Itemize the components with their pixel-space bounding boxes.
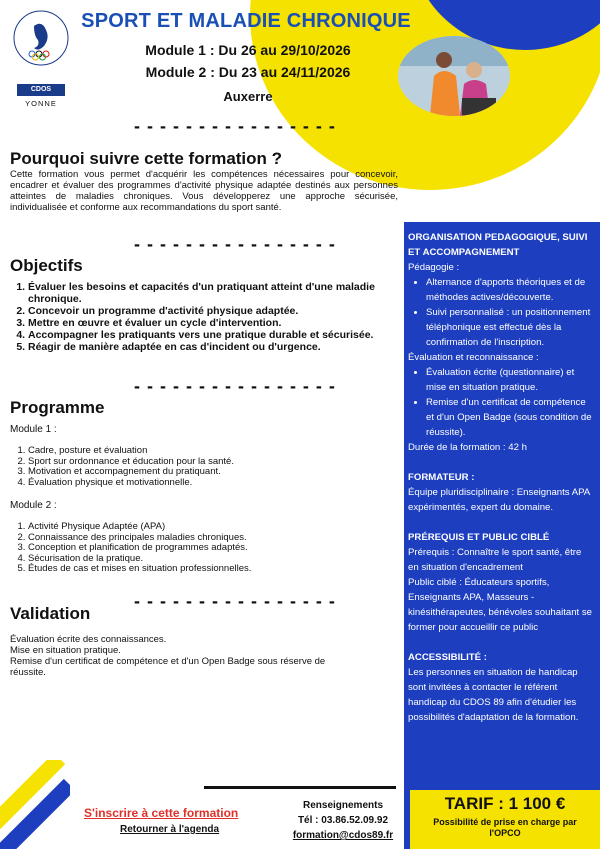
list-item: 3. Mettre en œuvre et évaluer un cycle d'intervention. [28, 317, 400, 329]
objectives-list [10, 281, 400, 353]
prerequis-title: PRÉREQUIS ET PUBLIC CIBLÉ [408, 532, 550, 543]
org-title: ORGANISATION PEDAGOGIQUE, SUIVI ET ACCOMPAGNEMENT [408, 232, 588, 258]
logo-yonne-text: YONNE [25, 99, 57, 108]
city: Auxerre [223, 89, 273, 104]
module2-dates: Module 2 : Du 23 au 24/11/2026 [145, 64, 351, 80]
cdos-logo [12, 8, 70, 112]
price: TARIF : 1 100 € [444, 794, 566, 813]
divider: - - - - - - - - - - - - - - - - [134, 234, 336, 254]
formateur-title: FORMATEUR : [408, 472, 475, 483]
validation-line: Mise en situation pratique. [10, 645, 121, 656]
list-item: • Évaluation écrite (questionnaire) et mise en situation pratique. [426, 365, 594, 395]
list-item: 5. Études de cas et mises en situation professionnelles. [28, 564, 408, 575]
list-item: 4. Évaluation physique et motivationnelle. [28, 478, 408, 489]
agenda-link[interactable]: Retourner à l'agenda [120, 824, 220, 835]
list-item: • Suivi personnalisé : un positionnement téléphonique est effectué dès la confirmation de l'inscription. [426, 305, 594, 350]
divider: - - - - - - - - - - - - - - - - [134, 116, 336, 136]
opco-note: Possibilité de prise en charge par l'OPCO [433, 817, 577, 838]
why-title: Pourquoi suivre cette formation ? [10, 149, 283, 168]
module1-list [10, 446, 408, 488]
public-text: Public ciblé : Éducateurs sportifs, Enseignants APA, Masseurs - kinésithérapeutes, bénévoles souhaitant se former pour accueillir ce public [408, 577, 593, 633]
page-title: SPORT ET MALADIE CHRONIQUE [81, 10, 411, 32]
module1-dates: Module 1 : Du 26 au 29/10/2026 [145, 42, 351, 58]
accessibilite-text: Les personnes en situation de handicap sont invitées à contacter le référent handicap du CDOS 89 afin d'étudier les possibilités d'adaptation de la formation. [408, 667, 579, 723]
duree: Durée de la formation : 42 h [408, 442, 527, 453]
decorative-stripes [0, 760, 70, 849]
formateur-text: Équipe pluridisciplinaire : Enseignants APA expérimentés, expert du domaine. [408, 487, 590, 513]
list-item: 2. Sport sur ordonnance et éducation pour la santé. [28, 457, 408, 468]
list-item: 1. Cadre, posture et évaluation [28, 446, 408, 457]
validation-title: Validation [10, 604, 91, 623]
list-item: 1. Activité Physique Adaptée (APA) [28, 522, 408, 533]
list-item: 5. Réagir de manière adaptée en cas d'incident ou d'urgence. [28, 341, 400, 353]
info-sidebar [404, 222, 600, 849]
list-item: • Remise d'un certificat de compétence et d'un Open Badge (sous condition de réussite). [426, 395, 594, 440]
divider: - - - - - - - - - - - - - - - - [134, 376, 336, 396]
contact-block [288, 798, 398, 843]
contact-phone: Tél : 03.86.52.09.92 [297, 815, 389, 826]
module2-list [10, 522, 408, 575]
accessibilite-title: ACCESSIBILITÉ : [408, 652, 487, 663]
divider: - - - - - - - - - - - - - - - - [134, 591, 336, 611]
why-text: Cette formation vous permet d'acquérir les compétences nécessaires pour concevoir, encadrer et évaluer des programmes d'activité physique adaptée destinés aux personnes atteintes de maladies chroniques. Vous développerez une approche sécurisée, individualisée et conforme aux recommandations du sport santé. [10, 169, 398, 213]
list-item: 1. Évaluer les besoins et capacités d'un pratiquant atteint d'une maladie chronique. [28, 281, 400, 305]
list-item: • Alternance d'apports théoriques et de méthodes actives/découverte. [426, 275, 594, 305]
list-item: 2. Concevoir un programme d'activité physique adaptée. [28, 305, 400, 317]
programme-title: Programme [10, 398, 105, 417]
list-item: 2. Connaissance des principales maladies chroniques. [28, 533, 408, 544]
register-link[interactable]: S'inscrire à cette formation [84, 806, 239, 820]
prerequis-text: Prérequis : Connaître le sport santé, être en situation d'encadrement [408, 547, 582, 573]
validation-line: Évaluation écrite des connaissances. [10, 634, 167, 645]
contact-title: Renseignements [302, 800, 384, 811]
module2-label: Module 2 : [10, 500, 57, 511]
evaluation-label: Évaluation et reconnaissance : [408, 352, 539, 363]
pedagogie-list [408, 275, 594, 350]
price-box [410, 790, 600, 849]
evaluation-list [408, 365, 594, 440]
list-item: 3. Conception et planification de programmes adaptés. [28, 543, 408, 554]
logo-cdos-text: CDOS [30, 86, 52, 93]
objectives-title: Objectifs [10, 256, 83, 275]
footer-rule [204, 786, 396, 789]
pedagogie-label: Pédagogie : [408, 262, 460, 273]
validation-text [10, 634, 360, 678]
list-item: 4. Accompagner les pratiquants vers une pratique durable et sécurisée. [28, 329, 400, 341]
list-item: 4. Sécurisation de la pratique. [28, 554, 408, 565]
header-photo [398, 36, 510, 116]
list-item: 3. Motivation et accompagnement du pratiquant. [28, 467, 408, 478]
contact-email[interactable]: formation@cdos89.fr [292, 830, 394, 841]
module1-label: Module 1 : [10, 424, 57, 435]
validation-line: Remise d'un certificat de compétence et d'un Open Badge sous réserve de réussite. [10, 656, 326, 678]
